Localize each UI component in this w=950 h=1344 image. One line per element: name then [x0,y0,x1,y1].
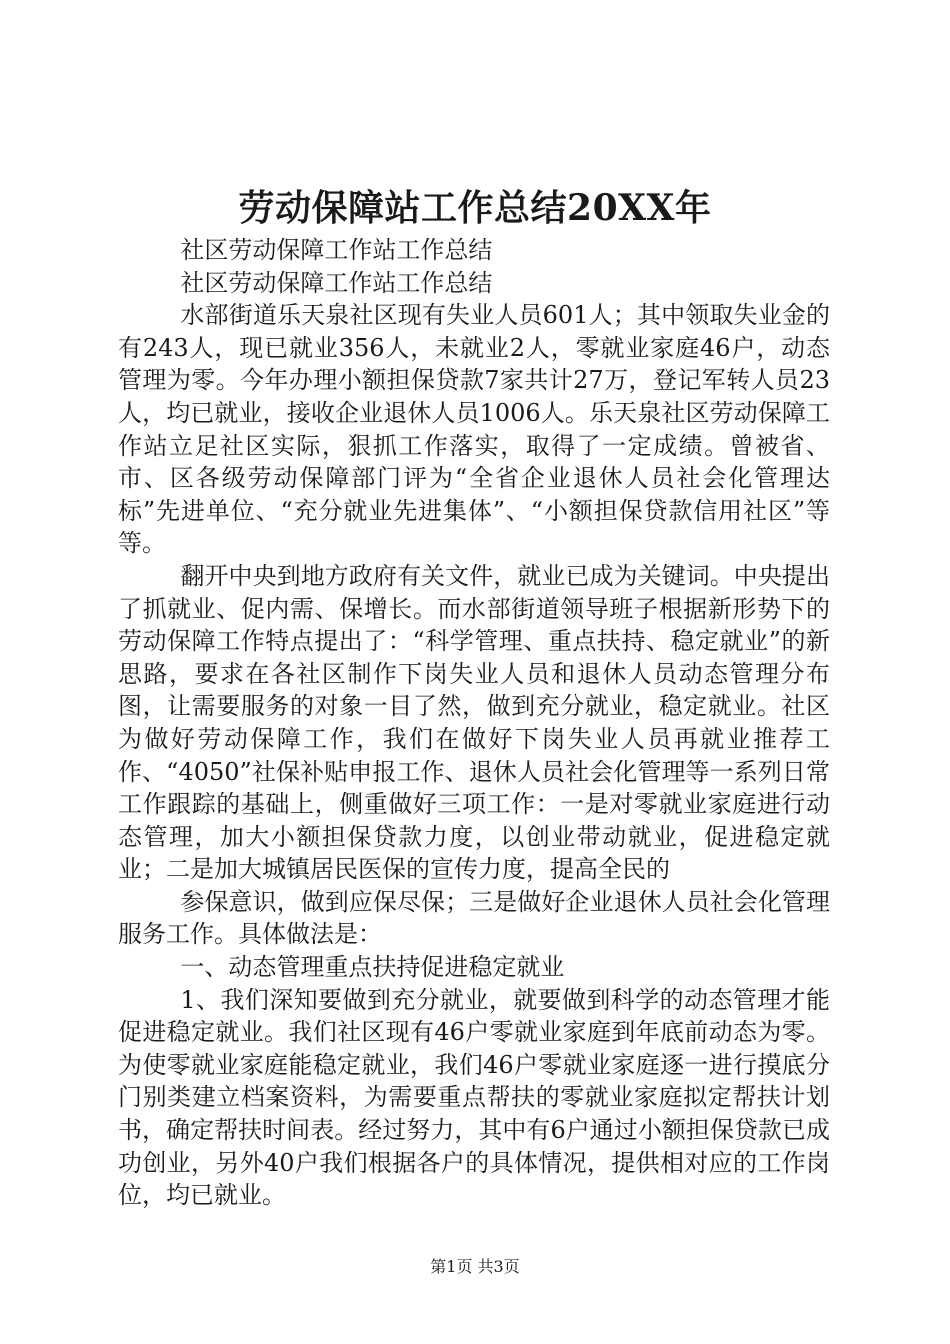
page-footer: 第1页 共3页 [430,1257,520,1276]
body-paragraph: 1、我们深知要做到充分就业，就要做到科学的动态管理才能促进稳定就业。我们社区现有46户零就业家庭到年底前动态为零。为使零就业家庭能稳定就业，我们46户零就业家庭逐一进行摸底分门别类建立档案资料，为需要重点帮扶的零就业家庭拟定帮扶计划书，确定帮扶时间表。经过努力，其中有6户通过小额担保贷款已成功创业，另外40户我们根据各户的具体情况，提供相对应的工作岗位，均已就业。 [118,985,830,1210]
subtitle-line: 社区劳动保障工作站工作总结 [180,236,493,264]
section-heading: 一、动态管理重点扶持促进稳定就业 [180,953,565,982]
document-title: 劳动保障站工作总结20XX年 [238,187,712,229]
body-paragraph: 参保意识，做到应保尽保；三是做好企业退休人员社会化管理服务工作。具体做法是： [118,887,830,949]
document-body [118,234,830,1212]
subtitle-line: 社区劳动保障工作站工作总结 [180,268,493,297]
body-paragraph: 水部街道乐天泉社区现有失业人员601人；其中领取失业金的有243人，现已就业356人，未就业2人，零就业家庭46户，动态管理为零。今年办理小额担保贷款7家共计27万，登记军转人员23人，均已就业，接收企业退休人员1006人。乐天泉社区劳动保障工作站立足社区实际，狠抓工作落实，取得了一定成绩。曾被省、市、区各级劳动保障部门评为“全省企业退休人员社会化管理达标”先进单位、“充分就业先进集体”、“小额担保贷款信用社区”等等。 [118,301,830,558]
body-paragraph: 翻开中央到地方政府有关文件，就业已成为关键词。中央提出了抓就业、促内需、保增长。而水部街道领导班子根据新形势下的劳动保障工作特点提出了：“科学管理、重点扶持、稳定就业”的新思路，要求在各社区制作下岗失业人员和退休人员动态管理分布图，让需要服务的对象一目了然，做到充分就业，稳定就业。社区为做好劳动保障工作，我们在做好下岗失业人员再就业推荐工作、“4050”社保补贴申报工作、退休人员社会化管理等一系列日常工作跟踪的基础上，侧重做好三项工作：一是对零就业家庭进行动态管理，加大小额担保贷款力度，以创业带动就业，促进稳定就业；二是加大城镇居民医保的宣传力度，提高全民的 [118,561,830,884]
